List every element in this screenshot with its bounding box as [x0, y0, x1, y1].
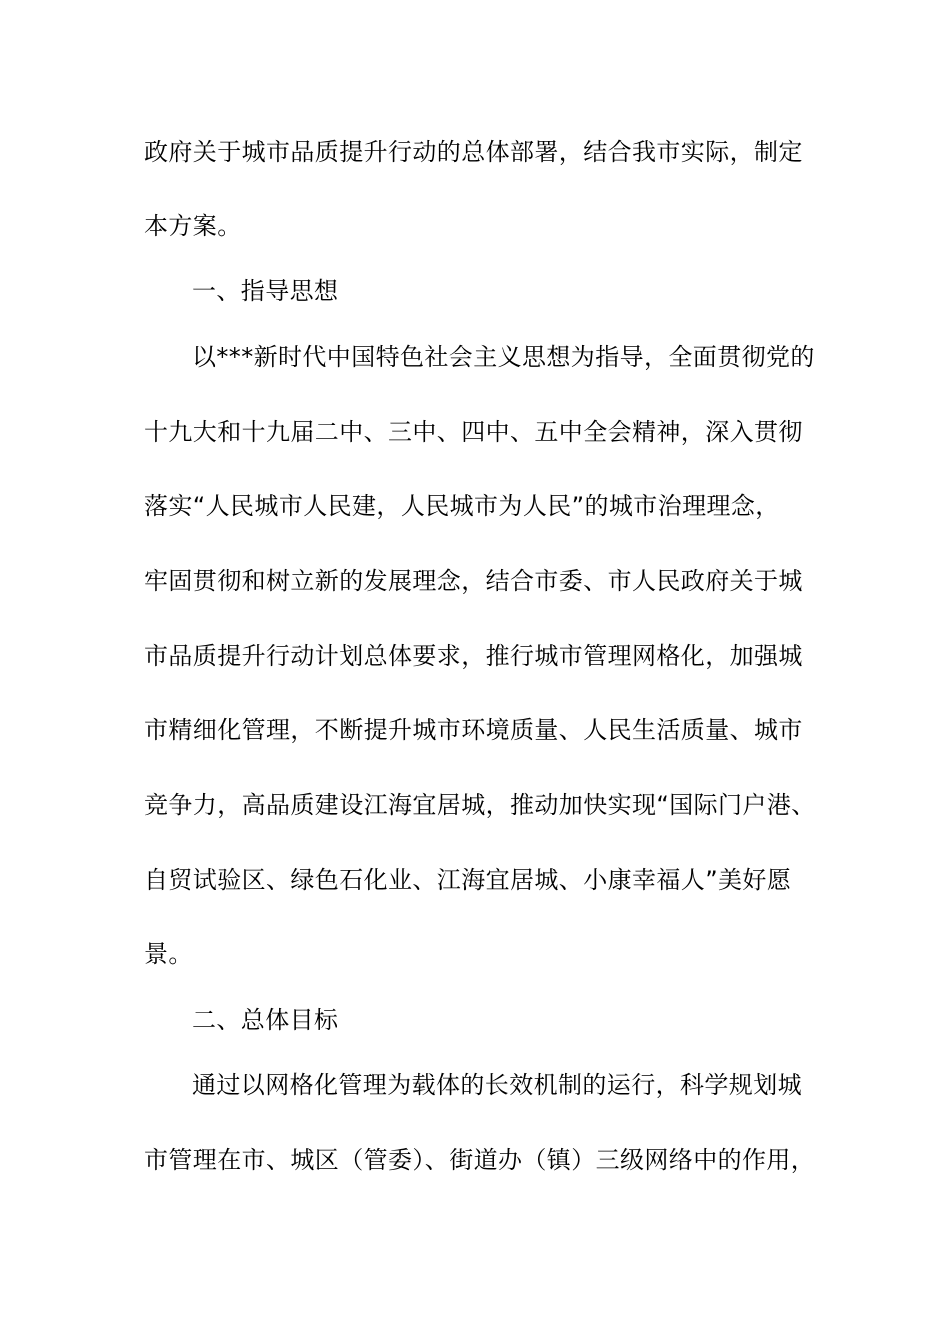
body-text-line: 景。: [144, 940, 193, 968]
body-text-line: 牢固贯彻和树立新的发展理念，结合市委、市人民政府关于城: [144, 567, 803, 595]
body-text-line: 竞争力，高品质建设江海宜居城，推动加快实现“国际门户港、: [144, 791, 816, 819]
body-text-line: 政府关于城市品质提升行动的总体部署，结合我市实际，制定: [144, 138, 803, 166]
body-text-line: 通过以网格化管理为载体的长效机制的运行，科学规划城: [192, 1071, 802, 1099]
body-text-line: 自贸试验区、绿色石化业、江海宜居城、小康幸福人”美好愿: [144, 866, 792, 894]
section-heading-guiding-ideology: 一、指导思想: [192, 277, 339, 305]
body-text-line: 市品质提升行动计划总体要求，推行城市管理网格化，加强城: [144, 642, 803, 670]
section-heading-overall-goals: 二、总体目标: [192, 1006, 339, 1034]
body-text-line: 本方案。: [144, 212, 242, 240]
body-text-line: 落实“人民城市人民建，人民城市为人民”的城市治理理念，: [144, 492, 780, 520]
body-text-line: 十九大和十九届二中、三中、四中、五中全会精神，深入贯彻: [144, 418, 803, 446]
body-text-line: 以***新时代中国特色社会主义思想为指导，全面贯彻党的: [192, 343, 815, 371]
body-text-line: 市管理在市、城区（管委）、街道办（镇）三级网络中的作用，: [144, 1146, 816, 1174]
body-text-line: 市精细化管理，不断提升城市环境质量、人民生活质量、城市: [144, 716, 803, 744]
